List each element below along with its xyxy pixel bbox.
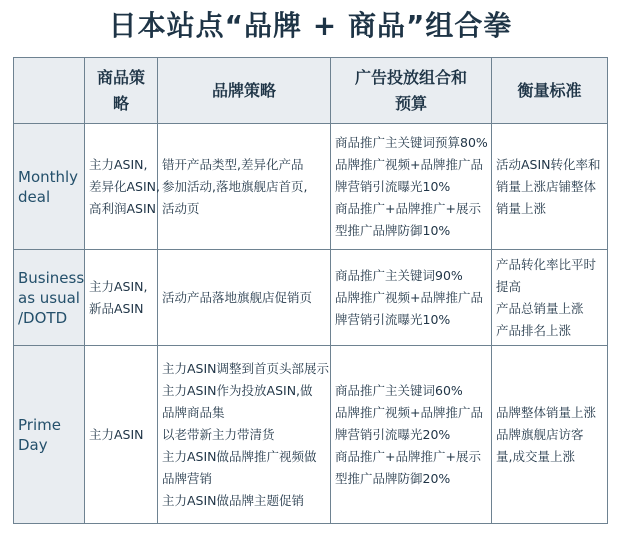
cell-line: 主力ASIN, [89,156,148,172]
row-label [14,346,85,524]
cell-line: 主力ASIN做品牌推广视频做 [162,448,317,464]
cell-line: 商品推广+品牌推广+展示 [335,448,481,464]
cell-line: 主力ASIN调整到首页头部展示 [162,360,330,376]
brand-strategy-cell [158,124,331,250]
header-ad-budget: 广告投放组合和预算 [331,58,492,124]
header-product-strategy: 商品策略 [85,58,158,124]
cell-line: 主力ASIN作为投放ASIN,做 [162,382,313,398]
table-row [14,250,608,346]
brand-strategy-cell [158,250,331,346]
cell-line: 产品总销量上涨 [496,300,584,316]
strategy-table [13,57,608,524]
cell-line: 产品排名上涨 [496,322,572,338]
cell-line: 商品推广主关键词60% [335,382,463,398]
cell-line: 活动页 [162,200,200,216]
header-metrics: 衡量标准 [492,58,608,124]
cell-line: 品牌推广视频+品牌推广品 [335,156,483,172]
metrics-cell [492,250,608,346]
cell-line: 高利润ASIN [89,200,157,216]
page-title: 日本站点“品牌 + 商品”组合拳 [108,9,513,42]
cell-line: 商品推广+品牌推广+展示 [335,200,481,216]
cell-line: 品牌营销 [162,470,213,486]
metrics-cell [492,124,608,250]
metrics-cell [492,346,608,524]
ad-budget-cell [331,124,492,250]
row-label-text: Prime Day [18,415,61,454]
product-strategy-cell [85,250,158,346]
cell-line: 品牌推广视频+品牌推广品 [335,289,483,305]
cell-line: 活动产品落地旗舰店促销页 [162,289,313,305]
cell-line: 品牌推广视频+品牌推广品 [335,404,483,420]
cell-line: 品牌商品集 [162,404,225,420]
cell-line: 牌营销引流曝光10% [335,311,451,327]
cell-line: 以老带新主力带清货 [162,426,275,442]
brand-strategy-cell [158,346,331,524]
cell-line: 商品推广主关键词90% [335,267,463,283]
cell-line: 主力ASIN [89,426,144,442]
cell-line: 参加活动,落地旗舰店首页, [162,178,308,194]
cell-line: 品牌整体销量上涨 [496,404,597,420]
ad-budget-cell [331,346,492,524]
cell-line: 提高 [496,278,522,294]
cell-line: 牌营销引流曝光10% [335,178,451,194]
cell-line: 新品ASIN [89,300,144,316]
cell-line: 错开产品类型,差异化产品 [162,156,304,172]
row-label-text: Monthly deal [18,167,79,206]
table-row [14,124,608,250]
cell-line: 品牌旗舰店访客 [496,426,584,442]
cell-line: 型推广品牌防御20% [335,470,451,486]
cell-line: 产品转化率比平时 [496,256,597,272]
row-label [14,124,85,250]
header-corner [14,58,85,124]
table-row [14,346,608,524]
cell-line: 销量上涨店铺整体 [496,178,597,194]
product-strategy-cell [85,346,158,524]
product-strategy-cell [85,124,158,250]
cell-line: 商品推广主关键词预算80% [335,134,488,150]
row-label [14,250,85,346]
header-row [14,58,608,124]
ad-budget-cell [331,250,492,346]
cell-line: 差异化ASIN, [89,178,160,194]
cell-line: 销量上涨 [496,200,547,216]
row-label-text: Business as usual /DOTD [18,268,85,327]
cell-line: 活动ASIN转化率和 [496,156,601,172]
cell-line: 型推广品牌防御10% [335,222,451,238]
cell-line: 量,成交量上涨 [496,448,575,464]
cell-line: 牌营销引流曝光20% [335,426,451,442]
header-brand-strategy: 品牌策略 [158,58,331,124]
cell-line: 主力ASIN做品牌主题促销 [162,492,305,508]
cell-line: 主力ASIN, [89,278,148,294]
